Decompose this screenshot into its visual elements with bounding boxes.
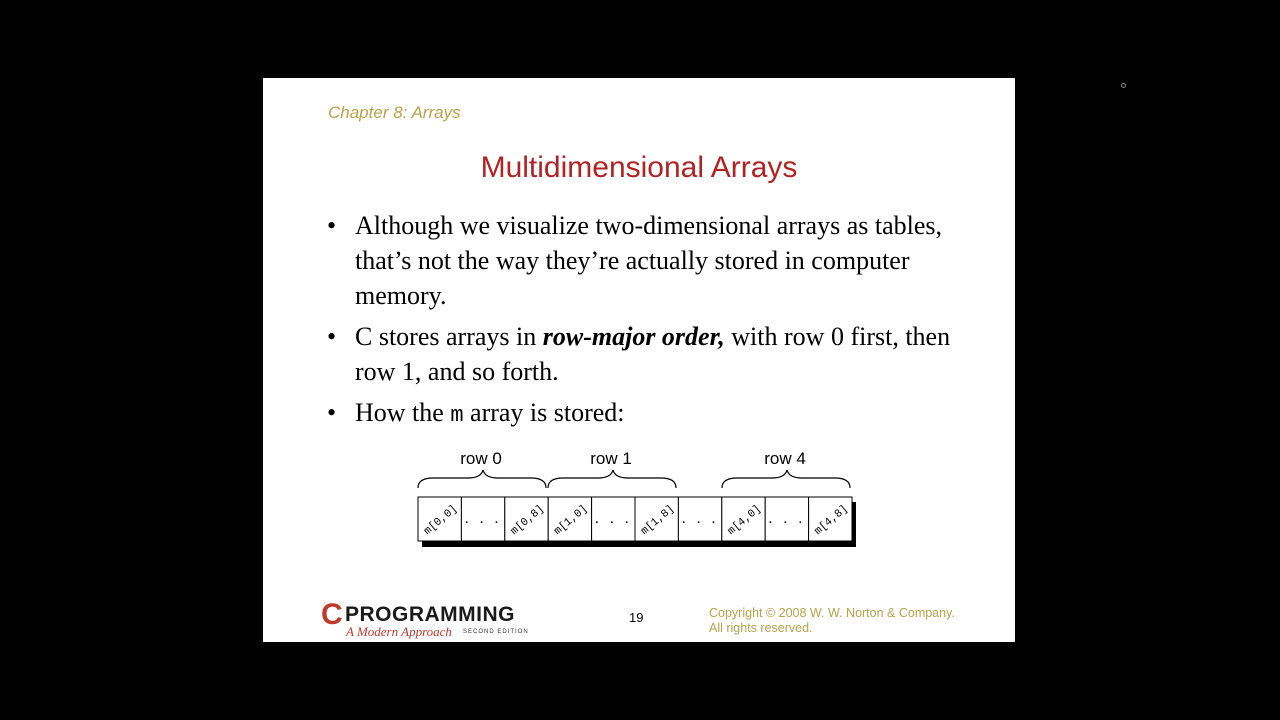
brace-row-4	[722, 470, 850, 488]
cell-label: m[1,0]	[552, 503, 591, 538]
cell-label: m[4,8]	[812, 503, 851, 538]
bullet-text: Although we visualize two-dimensional arrays as tables, that’s not the way they’re actually stored in computer memory.	[355, 211, 943, 310]
slide-title: Multidimensional Arrays	[480, 151, 798, 184]
logo-title: PROGRAMMING	[345, 603, 515, 626]
cell-label: m[4,0]	[725, 503, 764, 538]
code-text: m	[450, 403, 464, 428]
bullet-text: C stores arrays in	[355, 322, 543, 351]
bullet-list	[327, 208, 977, 439]
bullet-text: How the	[355, 398, 451, 427]
ellipsis-label: . . .	[464, 510, 502, 527]
copyright	[709, 606, 955, 636]
row-label: row 1	[590, 449, 632, 468]
page-number: 19	[629, 610, 644, 625]
row-label: row 4	[764, 449, 806, 468]
ellipsis-label: . . .	[594, 510, 632, 527]
bullet-item	[327, 319, 977, 389]
emphasis-text: row-major order,	[542, 322, 725, 351]
bullet-item	[327, 208, 977, 313]
logo-subtitle: A Modern Approach	[346, 624, 452, 639]
chapter-header: Chapter 8: Arrays	[328, 103, 461, 122]
cell-group	[418, 497, 852, 541]
row-label: row 0	[460, 449, 502, 468]
bullet-text: with row 0 first, then row 1, and so forth.	[355, 322, 951, 386]
ellipsis-label: . . .	[681, 510, 719, 527]
cell-label: m[1,8]	[638, 503, 678, 538]
logo-edition: SECOND EDITION	[463, 629, 529, 635]
row-major-diagram	[413, 442, 863, 552]
cell-label: m[0,8]	[508, 503, 547, 538]
bullet-item	[327, 395, 977, 433]
copyright-line: Copyright © 2008 W. W. Norton & Company.	[709, 606, 955, 620]
brace-row-1	[548, 470, 676, 488]
logo-c: C	[321, 598, 343, 631]
copyright-line: All rights reserved.	[709, 621, 813, 635]
book-logo	[321, 600, 541, 642]
ellipsis-label: . . .	[768, 510, 806, 527]
brace-row-0	[418, 470, 546, 488]
bullet-text: array is stored:	[463, 398, 625, 427]
slide	[263, 78, 1015, 642]
mouse-cursor	[1121, 83, 1126, 88]
cell-label: m[0,0]	[421, 503, 461, 538]
